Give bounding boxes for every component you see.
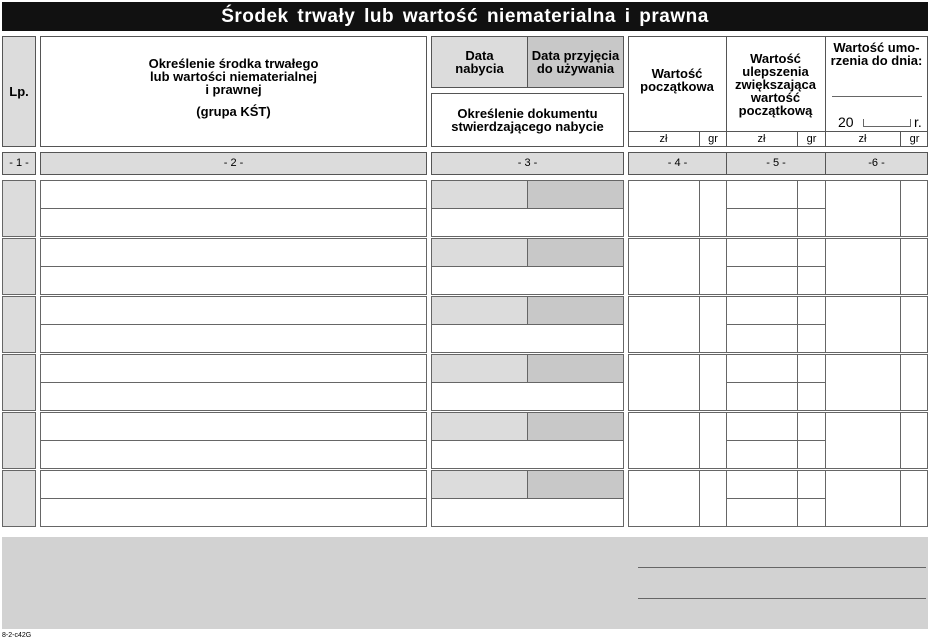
wartosc-zl-cell[interactable] (628, 354, 700, 411)
lp-cell[interactable] (2, 296, 36, 353)
wartosc-zl-cell[interactable] (628, 412, 700, 469)
form-code: 8-2-c42G (2, 632, 32, 639)
wartosc-zl-cell[interactable] (628, 238, 700, 295)
dokument-line2: stwierdzającego nabycie (451, 119, 604, 134)
ulepszenie-zl-cell[interactable] (726, 470, 798, 499)
col2-header-line2: lub wartości niematerialnej (150, 69, 317, 84)
umorzenie-line1: Wartość umo- (833, 40, 920, 55)
divider (628, 131, 928, 132)
ulepszenie-zl-cell[interactable] (726, 354, 798, 383)
ulepszenie-zl-cell[interactable] (726, 383, 798, 411)
wartosc-zl-cell[interactable] (628, 296, 700, 353)
name-cell[interactable] (40, 354, 427, 383)
umorzenie-zl-cell[interactable] (825, 238, 901, 295)
ulepszenie-line3: zwiększająca (735, 76, 816, 92)
zl-label-4: zł (659, 133, 668, 145)
ulepszenie-line1: Wartość (750, 50, 801, 66)
dokument-cell[interactable] (431, 383, 624, 411)
umorzenie-gr-cell[interactable] (900, 470, 928, 527)
ulepszenie-header (726, 48, 825, 120)
ulepszenie-line4: wartość (750, 89, 801, 105)
dokument-cell[interactable] (431, 325, 624, 353)
colnum-6: -6 - (825, 152, 928, 175)
ulepszenie-gr-cell[interactable] (797, 441, 826, 469)
lp-header-label: Lp. (9, 84, 29, 99)
year-suffix: r. (914, 114, 922, 130)
umorzenie-gr-cell[interactable] (900, 354, 928, 411)
col2-header-line4: (grupa KŚT) (196, 104, 271, 119)
year-prefix: 20 (838, 114, 854, 130)
wartosc-poczatkowa-line2: początkowa (640, 79, 714, 94)
ulepszenie-zl-cell[interactable] (726, 209, 798, 237)
ulepszenie-zl-cell[interactable] (726, 441, 798, 469)
ulepszenie-gr-cell[interactable] (797, 412, 826, 441)
wartosc-gr-cell[interactable] (699, 180, 727, 237)
umorzenie-zl-cell[interactable] (825, 470, 901, 527)
wartosc-gr-cell[interactable] (699, 354, 727, 411)
lp-cell[interactable] (2, 180, 36, 237)
col2-header-line3: i prawnej (205, 82, 262, 97)
wartosc-poczatkowa-header (628, 50, 726, 110)
wartosc-zl-cell[interactable] (628, 470, 700, 527)
ulepszenie-zl-cell[interactable] (726, 238, 798, 267)
data-nabycia-cell[interactable] (431, 180, 528, 209)
data-przyjecia-line1: Data przyjęcia (531, 48, 620, 63)
umorzenie-zl-cell[interactable] (825, 412, 901, 469)
col2-header (40, 36, 427, 147)
group-cell[interactable] (40, 209, 427, 237)
ulepszenie-zl-cell[interactable] (726, 325, 798, 353)
group-cell[interactable] (40, 499, 427, 527)
colnum-1: - 1 - (2, 152, 36, 175)
gr-label-5: gr (806, 133, 817, 145)
wartosc-gr-cell[interactable] (699, 412, 727, 469)
signature-line-2[interactable] (638, 598, 926, 599)
colnum-4: - 4 - (628, 152, 727, 175)
gr-label-4: gr (708, 133, 718, 145)
ulepszenie-gr-cell[interactable] (797, 238, 826, 267)
umorzenie-gr-cell[interactable] (900, 238, 928, 295)
ulepszenie-zl-cell[interactable] (726, 412, 798, 441)
colnum-5: - 5 - (726, 152, 826, 175)
group-cell[interactable] (40, 441, 427, 469)
data-nabycia-cell[interactable] (431, 470, 528, 499)
umorzenie-gr-cell[interactable] (900, 180, 928, 237)
dokument-line1: Określenie dokumentu (457, 106, 598, 121)
ulepszenie-gr-cell[interactable] (797, 354, 826, 383)
lp-cell[interactable] (2, 354, 36, 411)
umorzenie-gr-cell[interactable] (900, 296, 928, 353)
wartosc-poczatkowa-line1: Wartość (651, 66, 703, 81)
wartosc-gr-cell[interactable] (699, 296, 727, 353)
year-blank[interactable] (863, 119, 911, 127)
footer-area (2, 537, 928, 629)
form-title: Środek trwały lub wartość niematerialna i prawna (2, 2, 928, 31)
ulepszenie-gr-cell[interactable] (797, 296, 826, 325)
lp-header (2, 36, 36, 147)
lp-cell[interactable] (2, 238, 36, 295)
col2-header-line1: Określenie środka trwałego (148, 56, 319, 71)
umorzenie-gr-cell[interactable] (900, 412, 928, 469)
zl-label-5: zł (757, 133, 766, 145)
data-przyjecia-cell[interactable] (527, 354, 624, 383)
data-nabycia-cell[interactable] (431, 354, 528, 383)
lp-cell[interactable] (2, 470, 36, 527)
zl-label-6: zł (858, 133, 867, 145)
dokument-cell[interactable] (431, 209, 624, 237)
signature-line-1[interactable] (638, 567, 926, 568)
wartosc-zl-cell[interactable] (628, 180, 700, 237)
ulepszenie-zl-cell[interactable] (726, 499, 798, 527)
ulepszenie-gr-cell[interactable] (797, 499, 826, 527)
ulepszenie-gr-cell[interactable] (797, 209, 826, 237)
ulepszenie-zl-cell[interactable] (726, 296, 798, 325)
data-nabycia-cell[interactable] (431, 412, 528, 441)
wartosc-gr-cell[interactable] (699, 238, 727, 295)
umorzenie-line2: rzenia do dnia: (830, 53, 923, 68)
data-nabycia-cell[interactable] (431, 238, 528, 267)
colnum-2: - 2 - (40, 152, 427, 175)
group-cell[interactable] (40, 325, 427, 353)
data-przyjecia-cell[interactable] (527, 296, 624, 325)
data-nabycia-line2: nabycia (455, 61, 504, 76)
group-cell[interactable] (40, 267, 427, 295)
data-nabycia-header (431, 36, 528, 88)
year-field[interactable] (838, 114, 926, 132)
data-nabycia-line1: Data (465, 48, 494, 63)
ulepszenie-gr-cell[interactable] (797, 267, 826, 295)
dokument-header (431, 93, 624, 147)
name-cell[interactable] (40, 296, 427, 325)
umorzenie-zl-cell[interactable] (825, 354, 901, 411)
ulepszenie-gr-cell[interactable] (797, 325, 826, 353)
ulepszenie-gr-cell[interactable] (797, 180, 826, 209)
name-cell[interactable] (40, 412, 427, 441)
name-cell[interactable] (40, 470, 427, 499)
ulepszenie-line2: ulepszenia (742, 63, 809, 79)
ulepszenie-zl-cell[interactable] (726, 267, 798, 295)
ulepszenie-line5: początkową (738, 102, 813, 118)
data-przyjecia-cell[interactable] (527, 238, 624, 267)
dokument-cell[interactable] (431, 499, 624, 527)
data-przyjecia-header (527, 36, 624, 88)
name-cell[interactable] (40, 180, 427, 209)
ulepszenie-gr-cell[interactable] (797, 470, 826, 499)
data-przyjecia-cell[interactable] (527, 180, 624, 209)
ulepszenie-zl-cell[interactable] (726, 180, 798, 209)
group-cell[interactable] (40, 383, 427, 411)
dokument-cell[interactable] (431, 441, 624, 469)
data-przyjecia-cell[interactable] (527, 412, 624, 441)
umorzenie-zl-cell[interactable] (825, 180, 901, 237)
ulepszenie-gr-cell[interactable] (797, 383, 826, 411)
umorzenie-date-line[interactable] (832, 96, 922, 97)
umorzenie-zl-cell[interactable] (825, 296, 901, 353)
colnum-3: - 3 - (431, 152, 624, 175)
dokument-cell[interactable] (431, 267, 624, 295)
lp-cell[interactable] (2, 412, 36, 469)
gr-label-6: gr (909, 133, 920, 145)
data-przyjecia-cell[interactable] (527, 470, 624, 499)
data-przyjecia-line2: do używania (536, 61, 615, 76)
name-cell[interactable] (40, 238, 427, 267)
data-nabycia-cell[interactable] (431, 296, 528, 325)
wartosc-gr-cell[interactable] (699, 470, 727, 527)
umorzenie-header (825, 40, 928, 68)
